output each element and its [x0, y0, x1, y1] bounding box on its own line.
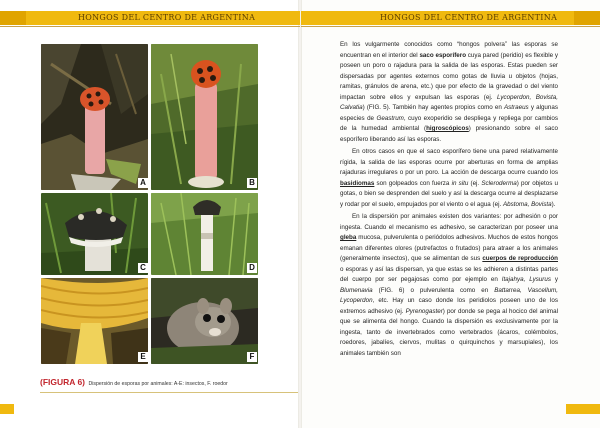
- figure-caption-text: Dispersión de esporas por animales: A-E: insectos, F. roedor: [88, 381, 228, 387]
- right-running-title: HONGOS DEL CENTRO DE ARGENTINA: [380, 13, 558, 22]
- photo-label-e: E: [138, 352, 148, 362]
- right-header-cap: [574, 11, 600, 25]
- paragraph-1: En los vulgarmente conocidos como “hongos polvera” las esporas se encuentran en el interior del saco esporífero cuya pared (peridio) es flexible y poseen un poro o rajadura para la salida de las esporas. Estas pueden ser dispersadas por agentes externos como gotas de lluvia u objetos (hojas, ramitas, gránulos de arena, etc.) que por efecto de la gravedad o del viento impactan sobre ellos y expulsan las esporas (ej. Lycoperdon, Bovista, Calvatia) (FIG. 5). También hay agentes propios como en Astraeus y algunas especies de Geastrum, cuyo exoperidio se despliega y repliega por cambios de la humedad ambiental (higroscópicos) presionando sobre el saco esporífero liberando así las esporas.: [340, 41, 559, 143]
- photo-label-b: B: [247, 178, 257, 188]
- paragraph-2: En otros casos en que el saco esporífero tiene una pared relativamente rígida, la salida de las esporas ocurre por aberturas en forma de amplias rajaduras irregulares o por un poro. La acción de descarga ocurre cuando los basidiomas son golpeados con fuerza in situ (ej. Scleroderma) por objetos u gotas, o bien se desprenden del suelo y así la descarga ocurre al desplazarse y rodar por el suelo, empujados por el viento o el agua (ej. Abstoma, Bovista).: [340, 148, 559, 208]
- page-gutter: [298, 0, 302, 428]
- photo-label-f: F: [247, 352, 257, 362]
- photo-b-stinkhorn: [151, 44, 258, 190]
- photo-c-mushroom: [41, 193, 148, 275]
- body-text: [340, 40, 558, 361]
- photo-label-a: A: [138, 178, 148, 188]
- paragraph-3: En la dispersión por animales existen dos variantes: por adhesión o por ingesta. Cuando el mecanismo es adhesivo, se caracterizan por poseer una gleba mucosa, pulverulenta o periódolos adhesivos. Muchos de estos hongos emanan diferentes olores (putrefactos o frutados) para atraer a los animales (generalmente insectos), que se alimentan de sus cuerpos de reproducción o esporas y así las dispersan, ya que estas se les adhieren a distintas partes del cuerpo por ser pegajosas como por ejemplo en Itajahya, Lysurus y Blumenavia (FIG. 6) o pulverulenta como en Battarrea, Vascellum, Lycoperdon, etc. Hay un caso donde los peridiolos poseen uno de los extremos adhesivo (ej. Pyrenogaster) por donde se pega al hocico del animal que se alimenta del hongo. Cuando la dispersión es exclusivamente por la ingesta, tanto de invertebrados como vertebrados (ácaros, colémbolos, roedores, jabalíes, ciervos, mulitas o quirquinchos y marsupiales), los animales también son: [340, 213, 559, 357]
- caption-rule: [40, 392, 298, 393]
- photo-label-c: C: [138, 263, 148, 273]
- figure-reference: (FIGURA 6): [40, 377, 86, 387]
- left-header-cap: [0, 11, 26, 25]
- left-footer-bar: [0, 404, 14, 414]
- right-header-rule: [301, 26, 600, 27]
- right-footer-bar: [566, 404, 600, 414]
- left-header-rule: [0, 26, 300, 27]
- photo-f-rodent: [151, 278, 258, 364]
- figure-caption: [40, 377, 298, 387]
- photo-a-stinkhorn: [41, 44, 148, 190]
- photo-e-insects: [41, 278, 148, 364]
- left-running-title: HONGOS DEL CENTRO DE ARGENTINA: [78, 13, 256, 22]
- photo-d-mushroom: [151, 193, 258, 275]
- photo-label-d: D: [247, 263, 257, 273]
